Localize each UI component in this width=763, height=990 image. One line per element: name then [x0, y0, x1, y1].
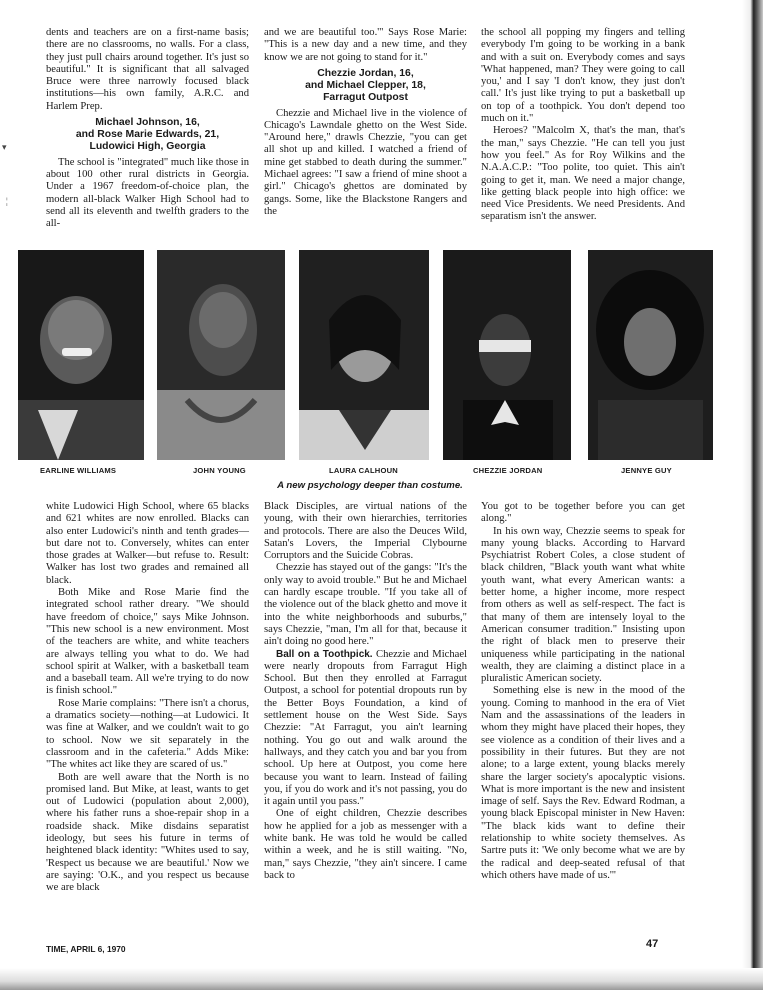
top-column-3	[481, 27, 685, 224]
paragraph: You got to be together before you can get along."	[481, 501, 685, 525]
photo-label: JOHN YOUNG	[193, 466, 246, 475]
paragraph-ball-on-toothpick: Ball on a Toothpick. Chezzie and Michael were nearly dropouts from Farragut High School. But then they enrolled at Farragut Outpost, a school for potential dropouts run by the Better Boys Foundation, a kind of settlement house on the West Side. Says Chezzie: "At Farragut, you ain't learning nothing. You go out and walk around the hallways, and they catch you and bar you from school. Up here at Outpost, you come here because you want to learn. Instead of failing you, if you do work and it's not passing, you do it again until you pass."	[264, 648, 467, 808]
photo-label: CHEZZIE JORDAN	[473, 466, 543, 475]
bottom-column-1	[46, 501, 249, 895]
photo-label: EARLINE WILLIAMS	[40, 466, 117, 475]
photo-earline-williams	[18, 250, 144, 460]
page-bottom-edge	[0, 968, 763, 990]
margin-mark: ▾	[2, 142, 7, 152]
paragraph: and we are beautiful too.'" Says Rose Marie: "This is a new day and a new time, and they know we are not going to stand for it."	[264, 27, 467, 63]
photo-label: LAURA CALHOUN	[329, 466, 398, 475]
paragraph: The school is "integrated" much like those in about 100 other rural districts in Georgia. Under a 1967 freedom-of-choice plan, the modern all-black Walker High School had to send all its eleventh and twelfth graders to the all-	[46, 156, 249, 230]
photo-chezzie-jordan	[443, 250, 571, 460]
bottom-column-3	[481, 501, 685, 882]
paragraph: white Ludowici High School, where 65 blacks and 621 whites are now enrolled. Blacks can also enter Ludowici's ninth and tenth grades—but dare not to. Conversely, whites can enter those grades at Walker—but refuse to. Result: Walker has lost two grades and remained all black.	[46, 501, 249, 586]
photo-caption: A new psychology deeper than costume.	[277, 480, 463, 491]
bottom-column-2	[264, 501, 467, 882]
paragraph: Chezzie has stayed out of the gangs: "It's the only way to avoid trouble." But he and Michael can hardly escape trouble. "If you take all of the violence out of the black ghetto and move it into the white neighborhoods and suburbs," says Chezzie, "man, I'm all for that, because it ain't doing no good here."	[264, 562, 467, 648]
paragraph: the school all popping my fingers and telling everybody I'm going to be working in a bank and with a suit on. Everybody comes and says 'What happened, man? They were going to call you,' and I say 'I don't know, they just don't call.' It's just like trying to put a basketball up on top of a toothpick. You don't depend too much on it."	[481, 27, 685, 125]
paragraph: Both Mike and Rose Marie find the integrated school rather dreary. "We should have freedom of choice," says Mike Johnson. "This new school is a new environment. Most of the teachers are white, and white teachers are always telling you what to do. We had school spirit at Walker, with a basketball team and a baseball team. All we're trying to do now is finish school."	[46, 587, 249, 697]
top-column-2	[264, 27, 467, 218]
paragraph: Heroes? "Malcolm X, that's the man, that's the man," says Chezzie. "He can tell you just how you feel." As for Roy Wilkins and the N.A.A.C.P.: "Too polite, too quiet. This ain't going to get it, man. We need a major change, like getting black people into high office: we need Vice Presidents. We need Presidents. And separatism isn't the answer.	[481, 125, 685, 223]
paragraph: Chezzie and Michael live in the violence of Chicago's Lawndale ghetto on the West Side. "Around here," drawls Chezzie, "you can get all shot up and killed. I watched a friend of mine get stabbed to death during the summer." Michael agrees: "I saw a friend of mine shoot a girl." Chicago's ghettos are dominated by gangs. Some, like the Blackstone Rangers and the	[264, 107, 467, 217]
photo-label: JENNYE GUY	[621, 466, 672, 475]
photo-jennye-guy	[588, 250, 713, 460]
photo-strip	[0, 250, 700, 465]
paragraph: Both are well aware that the North is no promised land. But Mike, at least, wants to get out of Ludowici (population about 2,000), where his father runs a shoe-repair shop in a roadside shack. Mike disdains separatist ideology, but sees his future in terms of heightened black identity: "Whites used to say, 'Respect us because we are beautiful.' Now we are saying: 'O.K., and you respect us because we are black	[46, 771, 249, 894]
section-heading-johnson-edwards: Michael Johnson, 16, and Rose Marie Edwards, 21, Ludowici High, Georgia	[75, 117, 220, 153]
paragraph: Something else is new in the mood of the young. Coming to manhood in the era of Viet Nam and the assassinations of the leaders in whom they might have placed their hopes, they see violence as a condition of their lives and a possibility in their futures. But they are not alone; to a large extent, young blacks merely share the larger society's apocalyptic visions. What is more important is the new and insistent image of self. Says the Rev. Edward Rodman, a young black Episcopal minister in New Haven: "The black kids want to define their relationship to white society themselves. As Sartre puts it: 'We only become what we are by the radical and deep-seated refusal of that which others have made of us.'"	[481, 685, 685, 881]
footer-issue-date: TIME, APRIL 6, 1970	[46, 944, 126, 954]
margin-mark: ¦	[6, 196, 8, 206]
page-binding-edge	[742, 0, 763, 990]
top-column-1	[46, 27, 249, 230]
photo-laura-calhoun	[299, 250, 429, 460]
page-number: 47	[646, 938, 659, 950]
paragraph: One of eight children, Chezzie describes how he applied for a job as messenger with a white bank. He was told he would be called within a week, and he is still waiting. "No, man," says Chezzie, "they ain't sincere. I came back to	[264, 808, 467, 881]
paragraph: dents and teachers are on a first-name basis; there are no classrooms, no walls. For a class, they just pull chairs around together. It's just so beautiful." It is significant that all salvaged Bruce were three narrowly focused black institutions—his own family, A.R.C. and Harlem Prep.	[46, 27, 249, 112]
section-heading-jordan-clepper: Chezzie Jordan, 16, and Michael Clepper, 18, Farragut Outpost	[305, 67, 426, 104]
run-in-heading: Ball on a Toothpick.	[276, 648, 373, 660]
paragraph: Rose Marie complains: "There isn't a chorus, a dramatics society—nothing—at Ludowici. It was fine at Walker, and we couldn't wait to go to school. Now we sit separately in the classroom and in the cafeteria." Adds Mike: "The whites act like they are scared of us."	[46, 697, 249, 771]
paragraph: In his own way, Chezzie seems to speak for many young blacks. According to Harvard Psychiatrist Robert Coles, a close student of black children, "Black youth want what white youth want, what every American wants: a better home, a higher income, more respect from others as well as self-respect. The fact is that many of them are intensely loyal to the American consumer tradition." Insisting upon the right of black men to preserve their uniqueness while participating in the national wealth, they are claiming a distinct place in a pluralistic American society.	[481, 525, 685, 685]
paragraph: Black Disciples, are virtual nations of the young, with their own hierarchies, territories and protocols. There are also the Deuces Wild, Satan's Lovers, the Imperial Clybourne Corruptors and the Suicide Cobras.	[264, 501, 467, 562]
photo-john-young	[157, 250, 285, 460]
